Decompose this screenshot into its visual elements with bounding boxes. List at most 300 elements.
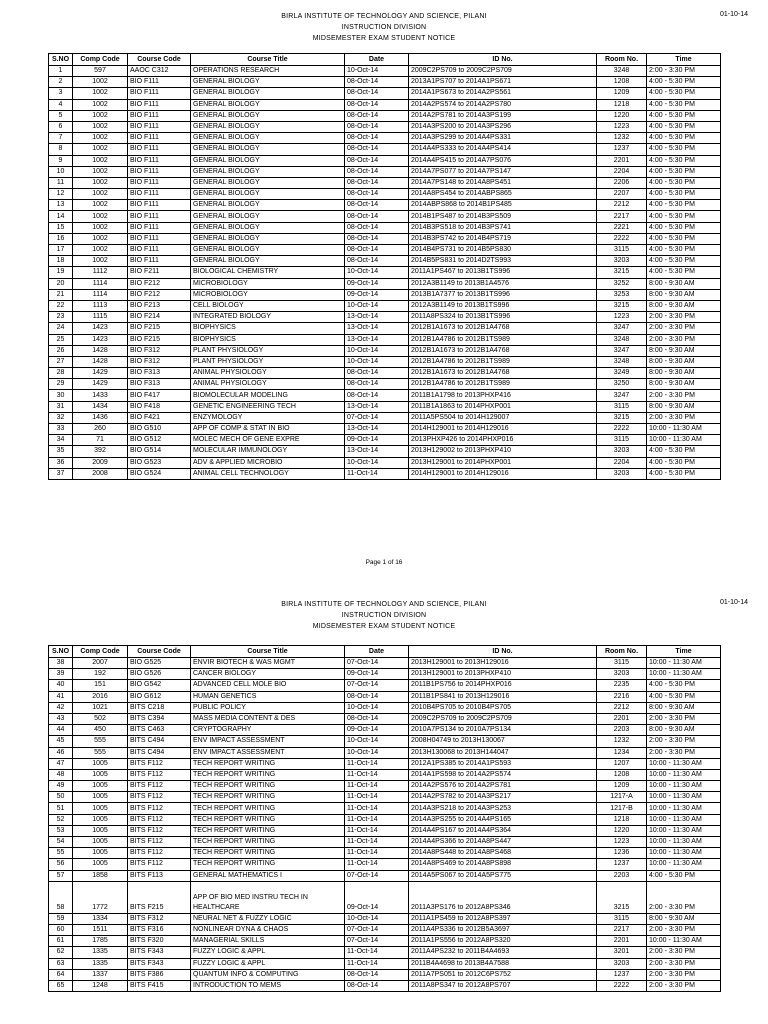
- cell-comp-code: 1005: [73, 848, 128, 859]
- cell-comp-code: 1005: [73, 758, 128, 769]
- cell-id-range: 2014H129001 to 2014H129016: [409, 468, 597, 479]
- cell-room-no: 3203: [597, 958, 647, 969]
- col-room-no: Room No.: [597, 646, 647, 658]
- cell-course-title: FUZZY LOGIC & APPL: [191, 947, 345, 958]
- cell-course-title: GENERAL BIOLOGY: [191, 200, 345, 211]
- cell-sno: 43: [49, 713, 73, 724]
- table-row: [49, 691, 721, 702]
- cell-room-no: 1207: [597, 758, 647, 769]
- cell-course-code: BITS F215: [128, 881, 191, 913]
- cell-course-title: GENERAL BIOLOGY: [191, 233, 345, 244]
- cell-course-title: INTEGRATED BIOLOGY: [191, 312, 345, 323]
- table-row: [49, 267, 721, 278]
- cell-sno: 49: [49, 781, 73, 792]
- cell-comp-code: 1433: [73, 390, 128, 401]
- cell-id-range: 2014B4PS731 to 2014B5PS830: [409, 245, 597, 256]
- cell-sno: 6: [49, 121, 73, 132]
- cell-time: 4:00 - 5:30 PM: [647, 155, 721, 166]
- cell-room-no: 3215: [597, 881, 647, 913]
- cell-sno: 35: [49, 446, 73, 457]
- col-time: Time: [647, 646, 721, 658]
- table-row: [49, 457, 721, 468]
- cell-comp-code: 1002: [73, 144, 128, 155]
- table-row: [49, 781, 721, 792]
- cell-date: 08-Oct-14: [345, 691, 409, 702]
- cell-course-code: BITS F343: [128, 947, 191, 958]
- cell-room-no: 1237: [597, 859, 647, 870]
- cell-id-range: 2014A8PS469 to 2014A8PS898: [409, 859, 597, 870]
- cell-time: 4:00 - 5:30 PM: [647, 446, 721, 457]
- cell-date: 09-Oct-14: [345, 435, 409, 446]
- cell-course-title: TECH REPORT WRITING: [191, 792, 345, 803]
- cell-id-range: 2012A1PS385 to 2014A1PS593: [409, 758, 597, 769]
- cell-comp-code: 392: [73, 446, 128, 457]
- cell-time: 2:00 - 3:30 PM: [647, 412, 721, 423]
- cell-sno: 30: [49, 390, 73, 401]
- cell-course-code: BITS F112: [128, 781, 191, 792]
- cell-comp-code: 1002: [73, 233, 128, 244]
- cell-id-range: 2014A1PS673 to 2014A2PS561: [409, 88, 597, 99]
- cell-course-title: NONLINEAR DYNA & CHAOS: [191, 924, 345, 935]
- cell-room-no: 3250: [597, 379, 647, 390]
- cell-room-no: 2222: [597, 980, 647, 991]
- table-row: [49, 758, 721, 769]
- cell-date: 08-Oct-14: [345, 969, 409, 980]
- table-row: [49, 468, 721, 479]
- cell-course-code: BITS F415: [128, 980, 191, 991]
- cell-room-no: 1217-A: [597, 792, 647, 803]
- cell-course-title: CANCER BIOLOGY: [191, 669, 345, 680]
- cell-id-range: 2013H129002 to 2013PHXP410: [409, 446, 597, 457]
- cell-sno: 44: [49, 725, 73, 736]
- cell-comp-code: 1002: [73, 99, 128, 110]
- cell-room-no: 1223: [597, 837, 647, 848]
- cell-comp-code: 1511: [73, 924, 128, 935]
- cell-course-code: BIO F111: [128, 245, 191, 256]
- cell-id-range: 2013A1PS707 to 2014A1PS671: [409, 77, 597, 88]
- table-row: [49, 969, 721, 980]
- cell-course-code: BITS C463: [128, 725, 191, 736]
- cell-id-range: 2009C2PS709 to 2009C2PS709: [409, 66, 597, 77]
- cell-room-no: 1208: [597, 77, 647, 88]
- cell-time: 10:00 - 11:30 AM: [647, 758, 721, 769]
- cell-room-no: 3203: [597, 669, 647, 680]
- cell-time: 4:00 - 5:30 PM: [647, 121, 721, 132]
- cell-room-no: 3215: [597, 300, 647, 311]
- cell-time: 4:00 - 5:30 PM: [647, 457, 721, 468]
- page-footer: Page 1 of 16: [365, 559, 403, 566]
- cell-room-no: 3215: [597, 267, 647, 278]
- cell-sno: 24: [49, 323, 73, 334]
- cell-course-code: BIO F215: [128, 334, 191, 345]
- cell-course-title: ENV IMPACT ASSESSMENT: [191, 736, 345, 747]
- cell-room-no: 3201: [597, 947, 647, 958]
- table-row: [49, 278, 721, 289]
- cell-id-range: 2012B1A4786 to 2012B1TS989: [409, 334, 597, 345]
- cell-id-range: 2014ABPS868 to 2014B1PS485: [409, 200, 597, 211]
- cell-date: 10-Oct-14: [345, 345, 409, 356]
- cell-date: 11-Oct-14: [345, 947, 409, 958]
- cell-id-range: 2012B1A4786 to 2012B1TS989: [409, 379, 597, 390]
- cell-comp-code: 1785: [73, 936, 128, 947]
- cell-course-code: BIO G514: [128, 446, 191, 457]
- table-body: [49, 66, 721, 480]
- cell-course-title: TECH REPORT WRITING: [191, 814, 345, 825]
- institute-name: BIRLA INSTITUTE OF TECHNOLOGY AND SCIENCE, PILANI: [281, 601, 487, 608]
- cell-comp-code: 1423: [73, 323, 128, 334]
- cell-date: 10-Oct-14: [345, 356, 409, 367]
- col-sno: S.NO: [49, 54, 73, 66]
- cell-sno: 36: [49, 457, 73, 468]
- cell-sno: 61: [49, 936, 73, 947]
- cell-sno: 31: [49, 401, 73, 412]
- table-row: [49, 913, 721, 924]
- table-row: [49, 121, 721, 132]
- cell-course-code: BIO F212: [128, 278, 191, 289]
- cell-room-no: 2222: [597, 233, 647, 244]
- cell-course-title: ADVANCED CELL MOLE BIO: [191, 680, 345, 691]
- cell-sno: 19: [49, 267, 73, 278]
- cell-sno: 34: [49, 435, 73, 446]
- table-row: [49, 958, 721, 969]
- cell-time: 10:00 - 11:30 AM: [647, 658, 721, 669]
- cell-course-title: MICROBIOLOGY: [191, 289, 345, 300]
- cell-date: 09-Oct-14: [345, 669, 409, 680]
- cell-course-code: BITS F113: [128, 870, 191, 881]
- cell-course-code: BIO F111: [128, 133, 191, 144]
- cell-id-range: 2012A3B1149 to 2013B1A4576: [409, 278, 597, 289]
- cell-course-code: BIO F111: [128, 256, 191, 267]
- cell-sno: 7: [49, 133, 73, 144]
- col-date: Date: [345, 646, 409, 658]
- cell-sno: 63: [49, 958, 73, 969]
- cell-course-code: BIO G525: [128, 658, 191, 669]
- table-row: [49, 99, 721, 110]
- cell-comp-code: 1434: [73, 401, 128, 412]
- cell-room-no: 3115: [597, 435, 647, 446]
- cell-course-title: TECH REPORT WRITING: [191, 803, 345, 814]
- cell-course-title: GENERAL BIOLOGY: [191, 133, 345, 144]
- cell-id-range: 2014A7PS077 to 2014A7PS147: [409, 166, 597, 177]
- cell-course-title: ENZYMOLOGY: [191, 412, 345, 423]
- cell-course-title: GENERAL BIOLOGY: [191, 256, 345, 267]
- cell-course-code: BIO G510: [128, 424, 191, 435]
- cell-course-code: BIO F211: [128, 267, 191, 278]
- cell-room-no: 3248: [597, 66, 647, 77]
- cell-course-code: BIO F111: [128, 189, 191, 200]
- cell-room-no: 2217: [597, 924, 647, 935]
- cell-comp-code: 1772: [73, 881, 128, 913]
- cell-course-code: BIO F214: [128, 312, 191, 323]
- cell-room-no: 3248: [597, 334, 647, 345]
- cell-id-range: 2011A4PS336 to 2012B5A3697: [409, 924, 597, 935]
- cell-comp-code: 260: [73, 424, 128, 435]
- cell-course-code: BITS F112: [128, 792, 191, 803]
- cell-course-title: BIOPHYSICS: [191, 323, 345, 334]
- cell-room-no: 1232: [597, 133, 647, 144]
- cell-comp-code: 2007: [73, 658, 128, 669]
- cell-id-range: 2014A8PS448 to 2014A8PS468: [409, 848, 597, 859]
- cell-date: 08-Oct-14: [345, 155, 409, 166]
- table-row: [49, 401, 721, 412]
- table-row: [49, 245, 721, 256]
- cell-comp-code: 2016: [73, 691, 128, 702]
- cell-date: 11-Oct-14: [345, 837, 409, 848]
- cell-course-code: BIO F212: [128, 289, 191, 300]
- cell-date: 09-Oct-14: [345, 725, 409, 736]
- cell-sno: 46: [49, 747, 73, 758]
- cell-comp-code: 597: [73, 66, 128, 77]
- cell-date: 11-Oct-14: [345, 958, 409, 969]
- cell-course-title: GENERAL BIOLOGY: [191, 245, 345, 256]
- cell-id-range: 2014A7PS148 to 2014A8PS451: [409, 177, 597, 188]
- cell-id-range: 2012B1A1673 to 2012B1A4768: [409, 323, 597, 334]
- table-row: [49, 736, 721, 747]
- cell-sno: 42: [49, 702, 73, 713]
- cell-time: 10:00 - 11:30 AM: [647, 424, 721, 435]
- cell-room-no: 3215: [597, 412, 647, 423]
- cell-time: 4:00 - 5:30 PM: [647, 245, 721, 256]
- cell-date: 10-Oct-14: [345, 736, 409, 747]
- cell-id-range: 2014A4PS415 to 2014A7PS076: [409, 155, 597, 166]
- cell-time: 4:00 - 5:30 PM: [647, 211, 721, 222]
- cell-sno: 48: [49, 769, 73, 780]
- cell-course-code: BIO F312: [128, 356, 191, 367]
- cell-time: 10:00 - 11:30 AM: [647, 803, 721, 814]
- cell-sno: 55: [49, 848, 73, 859]
- cell-course-code: BITS F112: [128, 848, 191, 859]
- cell-date: 07-Oct-14: [345, 936, 409, 947]
- cell-comp-code: 1115: [73, 312, 128, 323]
- cell-sno: 8: [49, 144, 73, 155]
- cell-sno: 3: [49, 88, 73, 99]
- cell-room-no: 2216: [597, 691, 647, 702]
- cell-course-code: BIO F417: [128, 390, 191, 401]
- table-row: [49, 702, 721, 713]
- table-row: [49, 792, 721, 803]
- cell-comp-code: 1005: [73, 803, 128, 814]
- table-row: [49, 848, 721, 859]
- cell-id-range: 2014B1PS487 to 2014B3PS509: [409, 211, 597, 222]
- cell-time: 8:00 - 9:30 AM: [647, 401, 721, 412]
- cell-sno: 51: [49, 803, 73, 814]
- cell-comp-code: 1335: [73, 958, 128, 969]
- page-header: [0, 599, 768, 632]
- cell-sno: 10: [49, 166, 73, 177]
- cell-course-code: BITS F112: [128, 825, 191, 836]
- cell-id-range: 2014A3PS200 to 2014A3PS296: [409, 121, 597, 132]
- table-row: [49, 446, 721, 457]
- col-date: Date: [345, 54, 409, 66]
- cell-course-title: GENERAL BIOLOGY: [191, 155, 345, 166]
- cell-course-code: AAOC C312: [128, 66, 191, 77]
- cell-id-range: 2014A2PS781 to 2014A3PS199: [409, 110, 597, 121]
- col-id-no: ID No.: [409, 646, 597, 658]
- cell-comp-code: 1005: [73, 825, 128, 836]
- cell-room-no: 2217: [597, 211, 647, 222]
- cell-time: 4:00 - 5:30 PM: [647, 77, 721, 88]
- cell-id-range: 2014A8PS454 to 2014ABPS865: [409, 189, 597, 200]
- cell-date: 11-Oct-14: [345, 781, 409, 792]
- cell-course-code: BIO F111: [128, 177, 191, 188]
- cell-course-title: GENERAL BIOLOGY: [191, 211, 345, 222]
- cell-room-no: 1220: [597, 825, 647, 836]
- table-row: [49, 837, 721, 848]
- cell-time: 4:00 - 5:30 PM: [647, 233, 721, 244]
- cell-time: 10:00 - 11:30 AM: [647, 669, 721, 680]
- cell-id-range: 2014A3PS299 to 2014A4PS331: [409, 133, 597, 144]
- cell-course-code: BITS F112: [128, 837, 191, 848]
- cell-date: 13-Oct-14: [345, 312, 409, 323]
- cell-id-range: 2011A8PS324 to 2013B1TS996: [409, 312, 597, 323]
- cell-sno: 57: [49, 870, 73, 881]
- cell-course-code: BIO F312: [128, 345, 191, 356]
- cell-date: 11-Oct-14: [345, 814, 409, 825]
- cell-id-range: 2014A4PS366 to 2014A8PS447: [409, 837, 597, 848]
- cell-date: 09-Oct-14: [345, 881, 409, 913]
- cell-comp-code: 1002: [73, 245, 128, 256]
- cell-time: 10:00 - 11:30 AM: [647, 859, 721, 870]
- cell-date: 11-Oct-14: [345, 792, 409, 803]
- table-row: [49, 88, 721, 99]
- cell-course-title: GENERAL BIOLOGY: [191, 99, 345, 110]
- cell-sno: 52: [49, 814, 73, 825]
- col-course-code: Course Code: [128, 54, 191, 66]
- table-row: [49, 133, 721, 144]
- table-row: [49, 256, 721, 267]
- cell-time: 2:00 - 3:30 PM: [647, 924, 721, 935]
- cell-time: 4:00 - 5:30 PM: [647, 88, 721, 99]
- cell-course-title: APP OF BIO MED INSTRU TECH IN HEALTHCARE: [191, 881, 345, 913]
- cell-comp-code: 1002: [73, 177, 128, 188]
- cell-sno: 9: [49, 155, 73, 166]
- cell-date: 11-Oct-14: [345, 468, 409, 479]
- cell-date: 10-Oct-14: [345, 457, 409, 468]
- cell-course-code: BIO F213: [128, 300, 191, 311]
- cell-course-code: BIO G524: [128, 468, 191, 479]
- cell-id-range: 2013H130068 to 2013H144047: [409, 747, 597, 758]
- table-row: [49, 980, 721, 991]
- table-row: [49, 747, 721, 758]
- cell-id-range: 2014B3PS518 to 2014B3PS741: [409, 222, 597, 233]
- cell-room-no: 3252: [597, 278, 647, 289]
- cell-sno: 56: [49, 859, 73, 870]
- cell-sno: 62: [49, 947, 73, 958]
- cell-comp-code: 1002: [73, 256, 128, 267]
- cell-comp-code: 1002: [73, 189, 128, 200]
- table-row: [49, 870, 721, 881]
- cell-comp-code: 192: [73, 669, 128, 680]
- cell-id-range: 2014A3PS218 to 2014A3PS253: [409, 803, 597, 814]
- cell-id-range: 2012B1A1673 to 2012B1A4768: [409, 368, 597, 379]
- cell-id-range: 2014A2PS574 to 2014A2PS780: [409, 99, 597, 110]
- cell-sno: 25: [49, 334, 73, 345]
- cell-date: 07-Oct-14: [345, 658, 409, 669]
- cell-id-range: 2008H04749 to 2013H130067: [409, 736, 597, 747]
- cell-id-range: 2011B4A4698 to 2013B4A7588: [409, 958, 597, 969]
- cell-id-range: 2014A5PS067 to 2014A5PS775: [409, 870, 597, 881]
- cell-course-code: BIO G612: [128, 691, 191, 702]
- cell-time: 8:00 - 9:30 AM: [647, 725, 721, 736]
- cell-time: 10:00 - 11:30 AM: [647, 435, 721, 446]
- cell-time: 2:00 - 3:30 PM: [647, 334, 721, 345]
- cell-date: 08-Oct-14: [345, 368, 409, 379]
- cell-date: 08-Oct-14: [345, 222, 409, 233]
- cell-course-code: BIO F111: [128, 110, 191, 121]
- col-id-no: ID No.: [409, 54, 597, 66]
- cell-course-title: TECH REPORT WRITING: [191, 758, 345, 769]
- cell-course-title: GENERAL BIOLOGY: [191, 88, 345, 99]
- cell-sno: 15: [49, 222, 73, 233]
- cell-sno: 16: [49, 233, 73, 244]
- cell-sno: 45: [49, 736, 73, 747]
- col-course-code: Course Code: [128, 646, 191, 658]
- cell-date: 08-Oct-14: [345, 177, 409, 188]
- cell-time: 2:00 - 3:30 PM: [647, 969, 721, 980]
- cell-comp-code: 1002: [73, 133, 128, 144]
- cell-comp-code: 1428: [73, 356, 128, 367]
- cell-time: 4:00 - 5:30 PM: [647, 110, 721, 121]
- table-row: [49, 669, 721, 680]
- cell-sno: 26: [49, 345, 73, 356]
- cell-date: 10-Oct-14: [345, 913, 409, 924]
- cell-time: 2:00 - 3:30 PM: [647, 980, 721, 991]
- cell-course-code: BIO G542: [128, 680, 191, 691]
- cell-id-range: 2011B1PS841 to 2013H129016: [409, 691, 597, 702]
- cell-comp-code: 1113: [73, 300, 128, 311]
- cell-room-no: 1218: [597, 99, 647, 110]
- table-row: [49, 166, 721, 177]
- cell-course-code: BIO F418: [128, 401, 191, 412]
- table-row: [49, 881, 721, 913]
- cell-date: 08-Oct-14: [345, 713, 409, 724]
- cell-course-title: GENERAL BIOLOGY: [191, 166, 345, 177]
- cell-time: 4:00 - 5:30 PM: [647, 680, 721, 691]
- cell-date: 10-Oct-14: [345, 747, 409, 758]
- table-row: [49, 110, 721, 121]
- cell-course-code: BITS F312: [128, 913, 191, 924]
- table-row: [49, 725, 721, 736]
- cell-course-title: GENERAL BIOLOGY: [191, 144, 345, 155]
- division-name: INSTRUCTION DIVISION: [341, 612, 427, 619]
- cell-sno: 40: [49, 680, 73, 691]
- table-row: [49, 77, 721, 88]
- cell-room-no: 1223: [597, 121, 647, 132]
- cell-course-code: BIO F111: [128, 211, 191, 222]
- cell-comp-code: 1002: [73, 200, 128, 211]
- cell-sno: 5: [49, 110, 73, 121]
- cell-course-title: MOLEC MECH OF GENE EXPRE: [191, 435, 345, 446]
- cell-course-code: BITS F112: [128, 814, 191, 825]
- cell-comp-code: 1005: [73, 837, 128, 848]
- cell-comp-code: 1005: [73, 814, 128, 825]
- cell-id-range: 2011B1A1798 to 2013PHXP416: [409, 390, 597, 401]
- cell-room-no: 3247: [597, 390, 647, 401]
- cell-date: 13-Oct-14: [345, 424, 409, 435]
- table-row: [49, 144, 721, 155]
- cell-date: 09-Oct-14: [345, 289, 409, 300]
- cell-course-title: TECH REPORT WRITING: [191, 848, 345, 859]
- cell-comp-code: 1112: [73, 267, 128, 278]
- cell-id-range: 2014B5PS831 to 2014D2TS993: [409, 256, 597, 267]
- cell-course-code: BITS C494: [128, 736, 191, 747]
- cell-date: 08-Oct-14: [345, 211, 409, 222]
- cell-time: 8:00 - 9:30 AM: [647, 913, 721, 924]
- table-row: [49, 412, 721, 423]
- cell-course-title: NEURAL NET & FUZZY LOGIC: [191, 913, 345, 924]
- cell-time: 8:00 - 9:30 AM: [647, 300, 721, 311]
- cell-id-range: 2009C2PS709 to 2009C2PS709: [409, 713, 597, 724]
